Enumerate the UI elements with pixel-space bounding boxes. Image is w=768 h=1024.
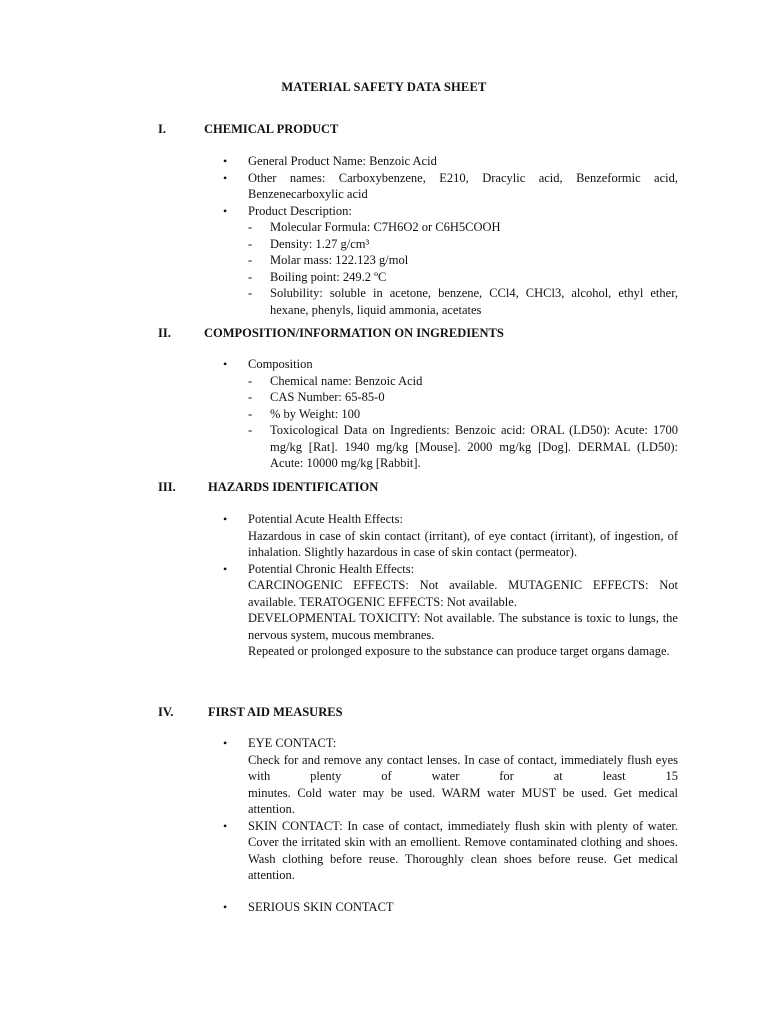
section-hazards (158, 479, 698, 658)
bullet-icon: • (223, 203, 228, 218)
bullet-icon: • (223, 357, 228, 371)
document-title: MATERIAL SAFETY DATA SHEET (281, 80, 487, 94)
list-item: • SERIOUS SKIN CONTACT (223, 899, 394, 914)
section-heading (158, 479, 698, 496)
section-number: II. (158, 326, 171, 340)
list-item: - Molecular Formula: C7H6O2 or C6H5COOH (248, 220, 501, 234)
bullet-icon: • (223, 154, 228, 168)
paragraph: Hazardous in case of skin contact (irritant), of eye contact (irritant), of ingestion, of inhalation. Slightly hazardous in case of skin contact (permeator). (248, 528, 678, 559)
bullet-icon: • (223, 170, 228, 185)
section-first-aid (158, 704, 698, 914)
section-heading (158, 121, 698, 138)
list-item: - Chemical name: Benzoic Acid (248, 373, 423, 388)
bullet-list (223, 153, 678, 318)
list-item: • EYE CONTACT: (223, 736, 337, 750)
list-item: • Product Description: (223, 203, 352, 218)
paragraph: minutes. Cold water may be used. WARM water MUST be used. Get medical attention. (248, 785, 678, 816)
list-item: • Potential Acute Health Effects: (223, 512, 403, 526)
section-number: III. (158, 480, 176, 494)
section-chemical-product (158, 121, 698, 317)
section-title: HAZARDS IDENTIFICATION (208, 480, 379, 494)
section-heading (158, 704, 698, 721)
list-item: - Solubility: soluble in acetone, benzene, CCl4, CHCl3, alcohol, ethyl ether, hexane, phenyls, liquid ammonia, acetates (248, 286, 678, 317)
list-item: • Other names: Carboxybenzene, E210, Dracylic acid, Benzeformic acid, Benzenecarboxylic acid (223, 170, 678, 201)
section-number: IV. (158, 705, 174, 719)
bullet-icon: • (223, 561, 228, 576)
section-title: FIRST AID MEASURES (208, 705, 343, 719)
list-item: - Density: 1.27 g/cm³ (248, 236, 370, 251)
paragraph: Check for and remove any contact lenses. In case of contact, immediately flush eyes with plenty of water for at least 15 (248, 752, 678, 783)
list-item: • SKIN CONTACT: In case of contact, immediately flush skin with plenty of water. Cover the irritated skin with an emollient. Remove contaminated clothing and shoes. Wash clothing before reuse. Thoroughly clean shoes before reuse. Get medical attention. (223, 818, 678, 882)
paragraph: DEVELOPMENTAL TOXICITY: Not available. The substance is toxic to lungs, the nervous system, mucous membranes. (248, 611, 678, 642)
list-item: - Toxicological Data on Ingredients: Benzoic acid: ORAL (LD50): Acute: 1700 mg/kg [Rat]. 1940 mg/kg [Mouse]. 2000 mg/kg [Dog]. DERMAL (LD50): Acute: 10000 mg/kg [Rabbit]. (248, 423, 678, 470)
section-composition (158, 325, 698, 470)
list-item: • General Product Name: Benzoic Acid (223, 154, 437, 168)
paragraph: Repeated or prolonged exposure to the substance can produce target organs damage. (248, 644, 670, 658)
bullet-list (223, 356, 678, 472)
bullet-icon: • (223, 818, 228, 833)
bullet-icon: • (223, 899, 228, 914)
dash-list (248, 373, 678, 472)
list-item: - Boiling point: 249.2 ºC (248, 269, 387, 284)
dash-list (248, 219, 678, 318)
section-number: I. (158, 122, 166, 136)
list-item: • Potential Chronic Health Effects: (223, 561, 415, 576)
section-title: COMPOSITION/INFORMATION ON INGREDIENTS (204, 326, 504, 340)
list-item: • Composition (223, 357, 313, 371)
list-item: - CAS Number: 65-85-0 (248, 390, 385, 404)
bullet-list (223, 735, 678, 915)
bullet-list (223, 511, 678, 660)
bullet-icon: • (223, 512, 228, 526)
list-item: - % by Weight: 100 (248, 406, 361, 421)
section-title: CHEMICAL PRODUCT (204, 122, 339, 136)
list-item: - Molar mass: 122.123 g/mol (248, 253, 409, 267)
paragraph: CARCINOGENIC EFFECTS: Not available. MUTAGENIC EFFECTS: Not available. TERATOGENIC EFFECTS: Not available. (248, 578, 678, 609)
section-heading (158, 325, 698, 342)
bullet-icon: • (223, 736, 228, 750)
